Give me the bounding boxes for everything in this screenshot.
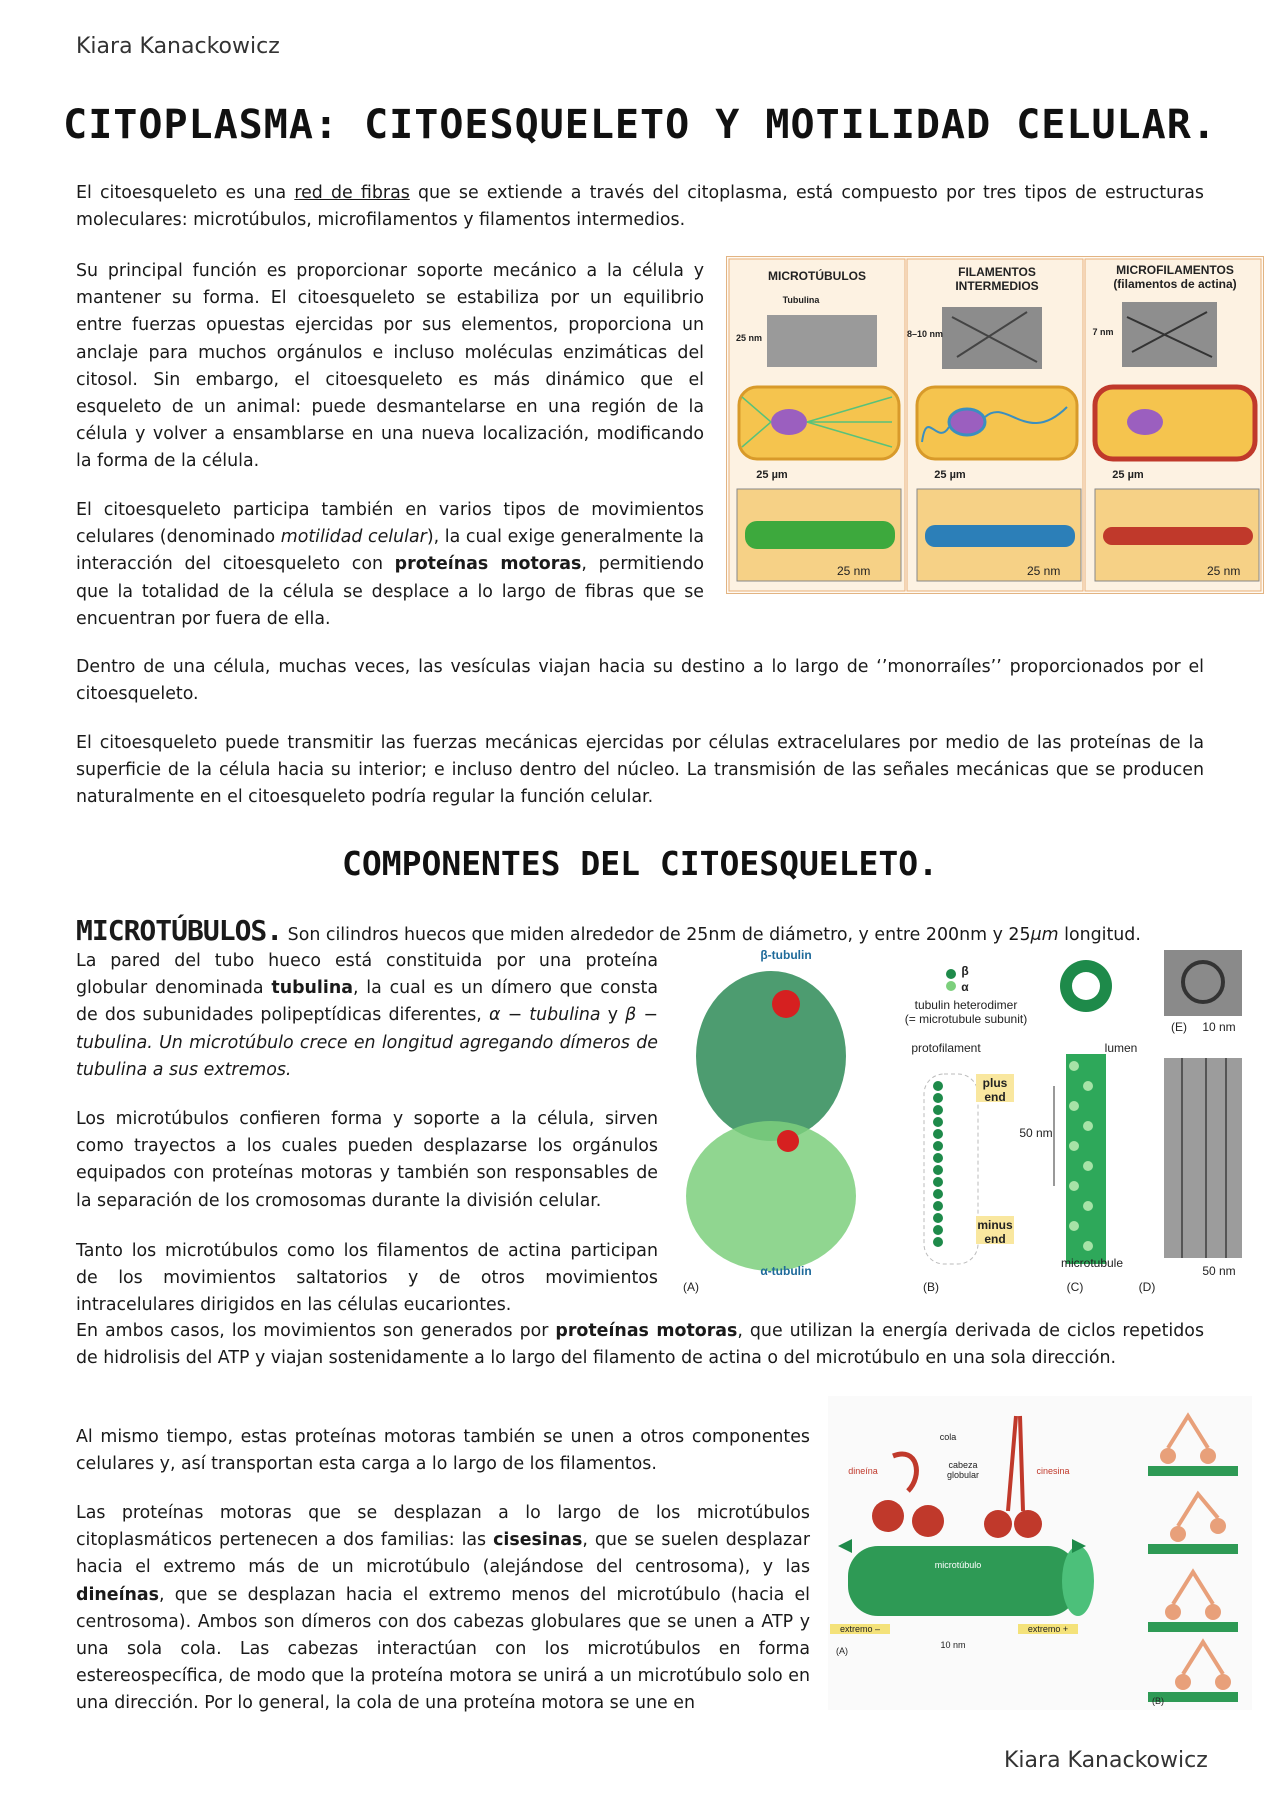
intro-paragraph-5: El citoesqueleto puede transmitir las fuerzas mecánicas ejercidas por células extracelulares por medio de las proteínas de la superficie de la célula hacia su interior; e incluso dentro del núcleo. La transmisión de las señales mecánicas que se producen naturalmente en el citoesqueleto podría regular la función celular. bbox=[76, 733, 1204, 808]
fig1-scale-2: 25 µm bbox=[934, 469, 966, 481]
dineina-label: dineína bbox=[848, 1466, 878, 1476]
micro-paragraph-4: En ambos casos, los movimientos son generados por proteínas motoras, que utilizan la energía derivada de ciclos repetidos de hidrolisis del ATP y viajan sostenidamente a lo largo del filamento de actina o del microtúbulo en una sola dirección. bbox=[76, 1321, 1205, 1369]
fig1-tubulina-label: Tubulina bbox=[782, 295, 820, 305]
motor-proteins-figure bbox=[828, 1396, 1252, 1710]
cabeza-label: cabeza globular bbox=[946, 1460, 980, 1480]
protofilament-label: protofilament bbox=[911, 1041, 981, 1055]
beta-label: β bbox=[961, 964, 969, 978]
svg-text:25 nm: 25 nm bbox=[1027, 564, 1061, 578]
author-name-top: Kiara Kanackowicz bbox=[76, 34, 280, 59]
intro-paragraph-3: El citoesqueleto participa también en varios tipos de movimientos celulares (denominado motilidad celular), la cual exige generalmente la interacción del citoesqueleto con proteínas motoras, permitiendo que la totalidad de la célula se desplace a lo largo de fibras que se encuentran por fuera de ella. bbox=[76, 500, 705, 629]
micro-paragraph-6: Las proteínas motoras que se desplazan a lo largo de los microtúbulos citoplasmáticos pertenecen a dos familias: las cisesinas, que se suelen desplazar hacia el extremo más de un microtúbulo (alejándose del centrosoma), y las dineínas, que se desplazan hacia el extremo menos del microtúbulo (hacia el centrosoma). Ambos son dímeros con dos cabezas globulares que se unen a ATP y una sola cola. Las cabezas interactúan con los microtúbulos en forma estereospecífica, de modo que la proteína motora se unirá a un microtúbulo solo en una dirección. Por lo general, la cola de una proteína motora se une en bbox=[76, 1503, 810, 1714]
microtubule-label: microtubule bbox=[1060, 1256, 1124, 1270]
ten-nm-scale-label: 10 nm bbox=[940, 1640, 966, 1650]
panel-a-label: (A) bbox=[683, 1280, 699, 1294]
cola-label: cola bbox=[939, 1432, 957, 1442]
alpha-tubulin-label: α-tubulin bbox=[760, 1264, 812, 1278]
svg-text:25 nm: 25 nm bbox=[837, 564, 871, 578]
microtubule-structure-figure bbox=[676, 946, 1256, 1298]
micro-paragraph-1: La pared del tubo hueco está constituida por una proteína globular denominada tubulina, la cual es un dímero que consta de dos subunidades polipeptídicas diferentes, α − tubulina y β − tubulina. Un microtúbulo crece en longitud agregando dímeros de tubulina a sus extremos. bbox=[76, 951, 658, 1080]
fig1-d3: 7 nm bbox=[1092, 327, 1114, 337]
panel-d-label: (D) bbox=[1138, 1280, 1156, 1294]
microtubulos-intro: MICROTÚBULOS. Son cilindros huecos que miden alrededor de 25nm de diámetro, y entre 200nm y 25μm longitud. bbox=[76, 914, 1141, 947]
cinesina-label: cinesina bbox=[1036, 1466, 1070, 1476]
author-name-bottom: Kiara Kanackowicz bbox=[1004, 1748, 1208, 1773]
section-title-componentes: COMPONENTES DEL CITOESQUELETO. bbox=[341, 844, 939, 883]
panel-b-label: (B) bbox=[923, 1280, 939, 1294]
alpha-label: α bbox=[961, 980, 969, 994]
page-title: CITOPLASMA: CITOESQUELETO Y MOTILIDAD CELULAR. bbox=[63, 102, 1217, 148]
fig1-d1: 25 nm bbox=[735, 333, 762, 343]
extremo-mas-label: extremo + bbox=[1018, 1624, 1078, 1634]
beta-tubulin-label: β-tubulin bbox=[760, 948, 812, 962]
panel-c-label: (C) bbox=[1066, 1280, 1084, 1294]
fifty-nm-label-d: 50 nm bbox=[1202, 1264, 1236, 1278]
panel-e-label: (E) bbox=[1171, 1020, 1187, 1034]
micro-paragraph-2: Los microtúbulos confieren forma y soporte a la célula, sirven como trayectos a los cuales pueden desplazarse los orgánulos equipados con proteínas motoras y también son responsables de la separación de los cromosomas durante la división celular. bbox=[76, 1109, 658, 1211]
lumen-label: lumen bbox=[1104, 1041, 1138, 1055]
motor-proteins-illustration bbox=[828, 1396, 1252, 1710]
extremo-menos-label: extremo – bbox=[830, 1624, 890, 1634]
fig1-col2-label: FILAMENTOS INTERMEDIOS bbox=[955, 265, 1039, 293]
panel-a3-label: (A) bbox=[836, 1646, 848, 1656]
plus-end-label: plus end bbox=[982, 1076, 1008, 1104]
svg-text:25 nm: 25 nm bbox=[1207, 564, 1241, 578]
heterodimer-label: tubulin heterodimer (= microtubule subunit) bbox=[904, 998, 1028, 1026]
fifty-nm-label-c: 50 nm bbox=[1019, 1126, 1053, 1140]
micro-paragraph-5: Al mismo tiempo, estas proteínas motoras también se unen a otros componentes celulares y, así transportan esta carga a lo largo de los filamentos. bbox=[76, 1427, 810, 1475]
micro-paragraph-3: Tanto los microtúbulos como los filamentos de actina participan de los movimientos saltatorios y de otros movimientos intracelulares dirigidos en las células eucariontes. bbox=[76, 1241, 658, 1316]
red-de-fibras-text: red de fibras bbox=[294, 183, 410, 203]
ten-nm-label: 10 nm bbox=[1202, 1020, 1236, 1034]
panel-b3-label: (B) bbox=[1152, 1696, 1164, 1706]
intro-paragraph-4: Dentro de una célula, muchas veces, las vesículas viajan hacia su destino a lo largo de ‘’monorraíles’’ proporcionados por el citoesqueleto. bbox=[76, 657, 1204, 705]
minus-end-label: minus end bbox=[977, 1218, 1013, 1246]
microtubulos-heading: MICROTÚBULOS. bbox=[76, 914, 283, 947]
cytoskeleton-types-illustration bbox=[727, 257, 1263, 593]
fig1-col3-label: MICROFILAMENTOS (filamentos de actina) bbox=[1113, 263, 1237, 291]
fig1-col1-label: MICROTÚBULOS bbox=[768, 269, 866, 283]
fig1-scale-1: 25 µm bbox=[756, 469, 788, 481]
intro-paragraph-1: El citoesqueleto es una red de fibras que se extiende a través del citoplasma, está compuesto por tres tipos de estructuras moleculares: microtúbulos, microfilamentos y filamentos intermedios. bbox=[76, 183, 1204, 231]
intro-paragraph-2: Su principal función es proporcionar soporte mecánico a la célula y mantener su forma. El citoesqueleto se estabiliza por un equilibrio entre fuerzas opuestas ejercidas por sus elementos, proporciona un anclaje para muchos orgánulos e incluso moléculas enzimáticas del citosol. Sin embargo, el citoesqueleto es más dinámico que el esqueleto de un animal: puede desmantelarse en una región de la célula y volver a ensamblarse en una nueva localización, modificando la forma de la célula. bbox=[76, 261, 704, 472]
cytoskeleton-types-figure bbox=[726, 256, 1264, 594]
fig1-d2: 8–10 nm bbox=[906, 329, 944, 339]
fig1-scale-3: 25 µm bbox=[1112, 469, 1144, 481]
microtubulo-label: microtúbulo bbox=[934, 1560, 982, 1570]
